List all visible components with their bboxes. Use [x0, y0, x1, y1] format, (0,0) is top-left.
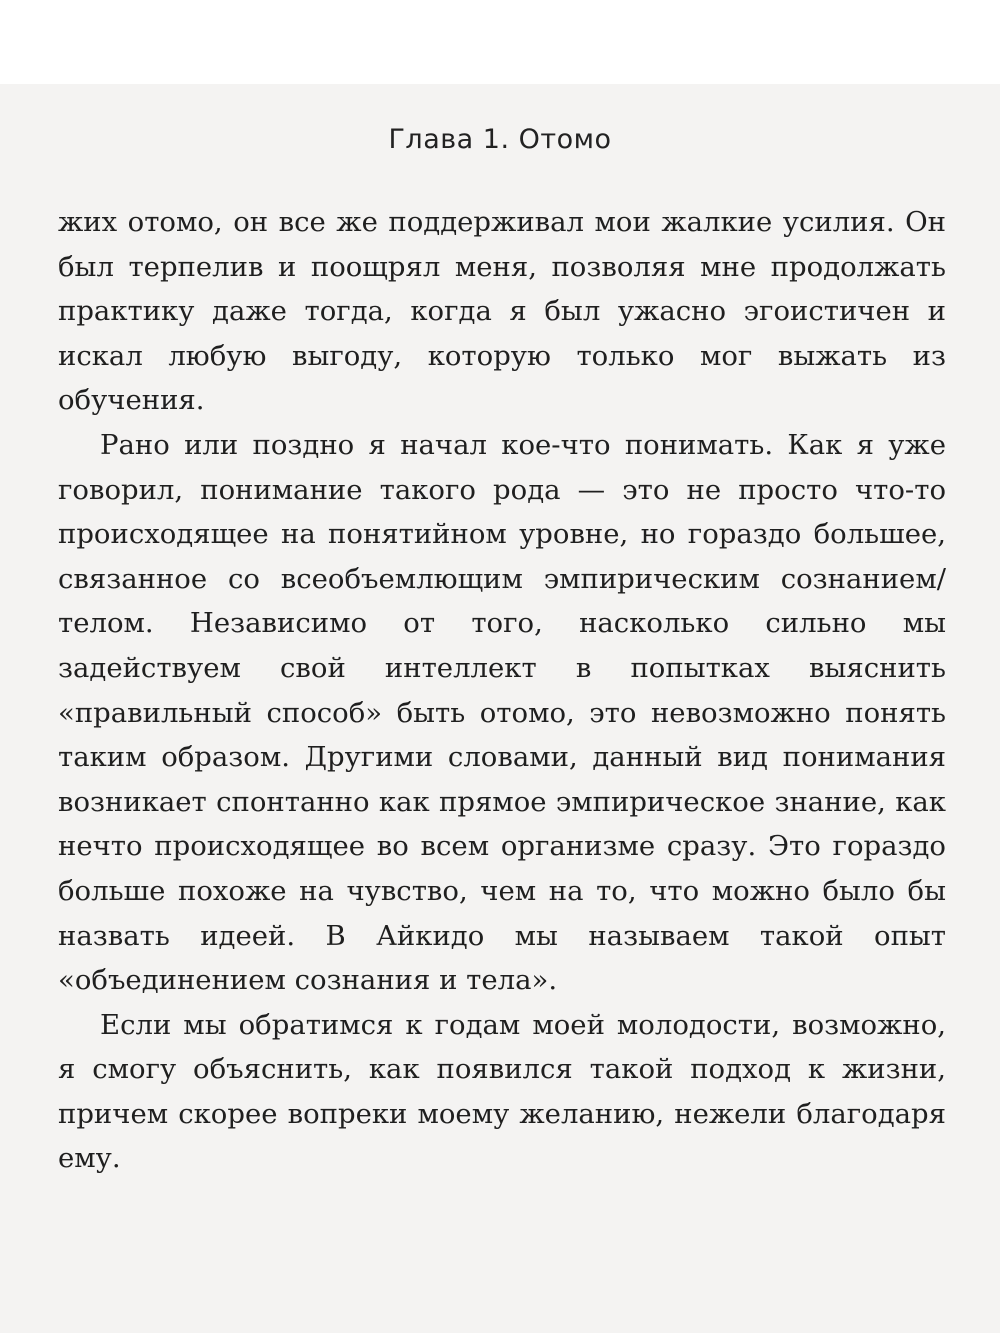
running-head: Глава 1. Отомо — [388, 124, 612, 155]
paragraph-3: Если мы обратимся к годам моей молодости, возможно, я смогу объяснить, как появился такой подход к жизни, причем скорее вопреки моему желанию, нежели благодаря ему. — [58, 1008, 946, 1175]
paragraph-2: Рано или поздно я начал кое-что понимать. Как я уже говорил, понимание такого рода — это не просто что-то происходящее на понятийном уровне, но гораздо большее, связанное со всеобъемлющим эмпирическим сознанием/телом. Независимо от того, насколько сильно мы задействуем свой интеллект в попытках выяснить «правильный способ» быть отомо, это невозможно понять таким образом. Другими словами, данный вид понимания возникает спонтанно как прямое эмпирическое знание, как нечто происходящее во всем организме сразу. Это гораздо больше похоже на чувство, чем на то, что можно было бы назвать идеей. В Айкидо мы называем такой опыт «объединением сознания и тела». — [58, 428, 946, 997]
body-text — [58, 200, 946, 1181]
paragraph-1: жих отомо, он все же поддерживал мои жалкие усилия. Он был терпелив и поощрял меня, позволяя мне продолжать практику даже тогда, когда я был ужасно эгоистичен и искал любую выгоду, которую только мог выжать из обучения. — [58, 206, 946, 417]
book-page — [0, 84, 1000, 1333]
